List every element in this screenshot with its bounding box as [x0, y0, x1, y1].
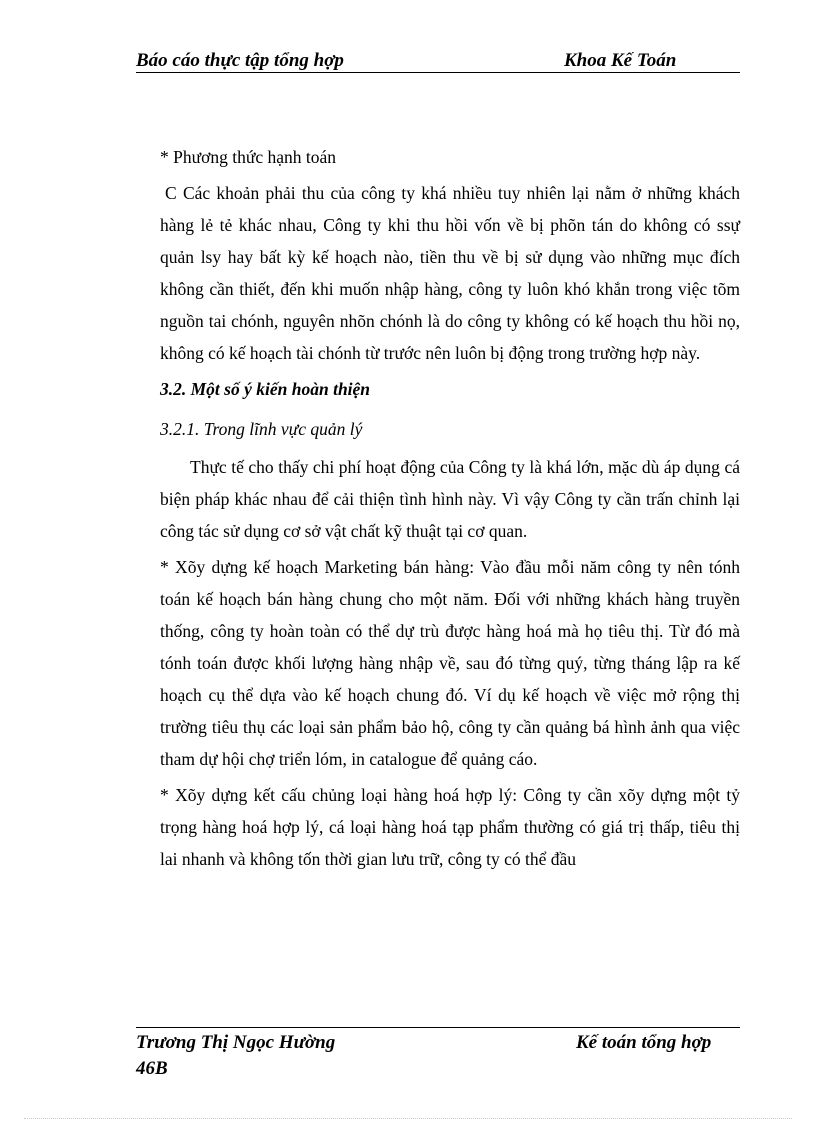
section-heading: 3.2. Một số ý kiến hoàn thiện [160, 379, 371, 399]
subsection-heading: 3.2.1. Trong lĩnh vực quản lý [160, 419, 363, 439]
paragraph-operating-costs: Thực tế cho thấy chi phí hoạt động của Công ty là khá lớn, mặc dù áp dụng cá biện pháp khác nhau để cải thiện tình hình này. Vì vậy Công ty cần trấn chỉnh lại công tác sử dụng cơ sở vật chất kỹ thuật tại cơ quan. [160, 457, 740, 541]
paragraph-payment-method: * Phương thức hạnh toán [160, 147, 336, 167]
paragraph-receivables: C Các khoản phải thu của công ty khá nhiều tuy nhiên lại nằm ở những khách hàng lẻ tẻ khác nhau, Công ty khi thu hồi vốn về bị phõn tán do không có ssự quản lsy hay bất kỳ kế hoạch nào, tiền thu về bị sử dụng vào những mục đích không cần thiết, đến khi muốn nhập hàng, công ty luôn khó khắn trong việc tõm nguồn tai chónh, nguyên nhõn chónh là do công ty không có kế hoạch thu hồi nọ, không có kế hoạch tài chónh từ trước nên luôn bị động trong trường hợp này. [160, 183, 740, 363]
page-header [136, 46, 740, 73]
document-body [160, 141, 740, 875]
paragraph-product-structure: * Xõy dựng kết cấu chủng loại hàng hoá hợp lý: Công ty cần xõy dựng một tỷ trọng hàng hoá hợp lý, cá loại hàng hoá tạp phẩm thường có giá trị thấp, tiêu thị lai nhanh và không tốn thời gian lưu trữ, công ty có thể đầu [160, 785, 740, 869]
faculty-name: Khoa Kế Toán [564, 50, 677, 71]
page-edge-divider [24, 1118, 792, 1119]
report-title: Báo cáo thực tập tổng hợp [136, 50, 344, 71]
major-name: Kế toán tổng hợp [576, 1032, 712, 1053]
author-name: Trương Thị Ngọc Hường [136, 1032, 336, 1053]
author-class: 46B [136, 1058, 168, 1079]
paragraph-marketing-plan: * Xõy dựng kế hoạch Marketing bán hàng: Vào đầu mỗi năm công ty nên tónh toán kế hoạch bán hàng chung cho một năm. Đối với những khách hàng truyền thống, công ty hoàn toàn có thể dự trù được hàng hoá mà họ tiêu thị. Từ đó mà tónh toán được khối lượng hàng nhập về, sau đó từng quý, từng tháng lập ra kế hoạch cụ thể dựa vào kế hoạch chung đó. Ví dụ kế hoạch về việc mở rộng thị trường tiêu thụ các loại sản phẩm bảo hộ, công ty cần quảng bá hình ảnh qua việc tham dự hội chợ triển lóm, in catalogue để quảng cáo. [160, 557, 740, 769]
page-footer [136, 1027, 740, 1079]
